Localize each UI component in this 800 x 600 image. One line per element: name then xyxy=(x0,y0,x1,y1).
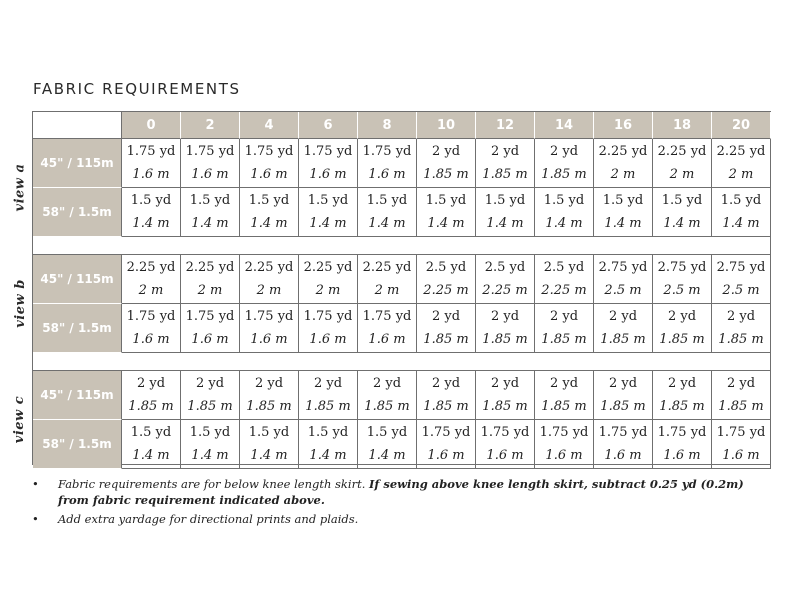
yardage-value: 1.75 yd xyxy=(185,144,235,159)
meter-value: 1.85 m xyxy=(246,399,292,414)
requirement-cell xyxy=(476,304,535,353)
yardage-value: 2 yd xyxy=(490,376,520,391)
fabric-width-label: 45" / 115m xyxy=(33,139,122,188)
meter-value: 2 m xyxy=(315,283,341,298)
requirement-cell xyxy=(594,188,653,237)
fabric-width-label: 58" / 1.5m xyxy=(33,304,122,353)
meter-value: 1.85 m xyxy=(128,399,174,414)
meter-value: 2 m xyxy=(374,283,400,298)
requirement-cell xyxy=(181,188,240,237)
yardage-value: 1.5 yd xyxy=(307,193,349,208)
meter-value: 1.4 m xyxy=(132,448,170,463)
meter-value: 1.4 m xyxy=(486,216,524,231)
yardage-value: 2.75 yd xyxy=(598,260,648,275)
yardage-value: 1.75 yd xyxy=(421,425,471,440)
meter-value: 1.85 m xyxy=(659,399,705,414)
note-below-knee-text: Fabric requirements are for below knee length skirt. xyxy=(58,477,370,491)
meter-value: 2.5 m xyxy=(663,283,701,298)
yardage-value: 2 yd xyxy=(608,309,638,324)
view-label-text: view a xyxy=(12,163,28,211)
yardage-value: 2.5 yd xyxy=(425,260,467,275)
yardage-value: 1.75 yd xyxy=(539,425,589,440)
requirement-cell xyxy=(712,304,771,353)
yardage-value: 1.75 yd xyxy=(480,425,530,440)
requirement-cell xyxy=(122,420,181,469)
meter-value: 2 m xyxy=(669,167,695,182)
yardage-value: 1.75 yd xyxy=(244,309,294,324)
requirement-cell xyxy=(594,420,653,469)
meter-value: 1.4 m xyxy=(309,448,347,463)
yardage-value: 1.75 yd xyxy=(716,425,766,440)
requirement-cell xyxy=(299,188,358,237)
yardage-value: 1.5 yd xyxy=(130,193,172,208)
requirement-cell xyxy=(240,139,299,188)
requirement-cell xyxy=(594,255,653,304)
yardage-value: 2.5 yd xyxy=(484,260,526,275)
requirement-cell xyxy=(299,371,358,420)
requirement-cell xyxy=(181,304,240,353)
yardage-value: 1.5 yd xyxy=(189,425,231,440)
meter-value: 1.6 m xyxy=(368,332,406,347)
requirement-cell xyxy=(240,304,299,353)
yardage-value: 2.25 yd xyxy=(185,260,235,275)
meter-value: 1.4 m xyxy=(604,216,642,231)
meter-value: 1.4 m xyxy=(368,216,406,231)
meter-value: 1.85 m xyxy=(423,332,469,347)
meter-value: 2 m xyxy=(256,283,282,298)
requirement-cell xyxy=(417,188,476,237)
yardage-value: 2 yd xyxy=(490,309,520,324)
note-above-knee-text: If sewing above knee length skirt, subtract 0.25 yd (0.2m) from fabric requirement indicated above. xyxy=(58,477,744,507)
meter-value: 1.6 m xyxy=(132,167,170,182)
yardage-value: 1.75 yd xyxy=(126,309,176,324)
size-header: 0 xyxy=(122,112,181,139)
meter-value: 1.85 m xyxy=(600,332,646,347)
requirement-cell xyxy=(653,139,712,188)
requirement-cell xyxy=(594,304,653,353)
requirement-cell xyxy=(594,371,653,420)
yardage-value: 2 yd xyxy=(490,144,520,159)
requirement-cell xyxy=(653,255,712,304)
requirement-cell xyxy=(358,304,417,353)
yardage-value: 1.5 yd xyxy=(661,193,703,208)
requirement-cell xyxy=(417,371,476,420)
requirement-cell xyxy=(122,188,181,237)
requirement-cell xyxy=(417,139,476,188)
meter-value: 1.4 m xyxy=(309,216,347,231)
requirement-cell xyxy=(712,371,771,420)
yardage-value: 2.25 yd xyxy=(303,260,353,275)
yardage-value: 1.5 yd xyxy=(602,193,644,208)
requirement-cell xyxy=(299,255,358,304)
meter-value: 1.6 m xyxy=(309,167,347,182)
size-header: 18 xyxy=(653,112,712,139)
meter-value: 1.85 m xyxy=(600,399,646,414)
fabric-width-label: 45" / 115m xyxy=(33,371,122,420)
yardage-value: 2 yd xyxy=(608,376,638,391)
requirement-cell xyxy=(712,420,771,469)
meter-value: 1.6 m xyxy=(132,332,170,347)
meter-value: 2 m xyxy=(610,167,636,182)
requirement-cell xyxy=(358,255,417,304)
requirement-cell xyxy=(240,255,299,304)
requirement-cell xyxy=(358,371,417,420)
table-corner xyxy=(33,112,122,139)
size-header: 16 xyxy=(594,112,653,139)
meter-value: 1.4 m xyxy=(722,216,760,231)
requirement-cell xyxy=(299,304,358,353)
yardage-value: 1.75 yd xyxy=(244,144,294,159)
yardage-value: 2 yd xyxy=(549,376,579,391)
yardage-value: 2 yd xyxy=(136,376,166,391)
meter-value: 1.6 m xyxy=(191,332,229,347)
requirement-cell xyxy=(122,255,181,304)
meter-value: 1.85 m xyxy=(423,167,469,182)
yardage-value: 2 yd xyxy=(549,144,579,159)
requirement-cell xyxy=(712,255,771,304)
meter-value: 1.6 m xyxy=(191,167,229,182)
requirement-cell xyxy=(122,139,181,188)
yardage-value: 2 yd xyxy=(431,309,461,324)
yardage-value: 2 yd xyxy=(667,309,697,324)
meter-value: 1.4 m xyxy=(191,216,229,231)
yardage-value: 1.5 yd xyxy=(248,425,290,440)
requirement-cell xyxy=(417,255,476,304)
requirement-cell xyxy=(240,188,299,237)
yardage-value: 1.75 yd xyxy=(362,309,412,324)
requirement-cell xyxy=(712,188,771,237)
yardage-value: 2 yd xyxy=(726,376,756,391)
note-below-knee xyxy=(32,476,772,508)
notes xyxy=(32,476,772,530)
meter-value: 1.85 m xyxy=(718,332,764,347)
requirement-cell xyxy=(122,371,181,420)
yardage-value: 2 yd xyxy=(195,376,225,391)
yardage-value: 1.5 yd xyxy=(366,425,408,440)
meter-value: 1.4 m xyxy=(250,216,288,231)
yardage-value: 1.5 yd xyxy=(130,425,172,440)
yardage-value: 1.5 yd xyxy=(543,193,585,208)
meter-value: 2.25 m xyxy=(423,283,469,298)
yardage-value: 2 yd xyxy=(431,144,461,159)
meter-value: 1.85 m xyxy=(541,399,587,414)
requirement-cell xyxy=(535,304,594,353)
yardage-value: 1.75 yd xyxy=(598,425,648,440)
requirement-cell xyxy=(535,139,594,188)
meter-value: 1.4 m xyxy=(368,448,406,463)
meter-value: 1.4 m xyxy=(427,216,465,231)
meter-value: 1.85 m xyxy=(541,332,587,347)
yardage-value: 2.75 yd xyxy=(716,260,766,275)
yardage-value: 1.75 yd xyxy=(185,309,235,324)
size-header: 14 xyxy=(535,112,594,139)
yardage-value: 1.5 yd xyxy=(484,193,526,208)
requirement-cell xyxy=(299,139,358,188)
meter-value: 1.6 m xyxy=(368,167,406,182)
meter-value: 1.4 m xyxy=(545,216,583,231)
yardage-value: 2.25 yd xyxy=(244,260,294,275)
fabric-requirements-table xyxy=(32,111,771,465)
fabric-width-label: 45" / 115m xyxy=(33,255,122,304)
requirement-cell xyxy=(476,420,535,469)
meter-value: 2.25 m xyxy=(482,283,528,298)
meter-value: 1.6 m xyxy=(545,448,583,463)
requirement-cell xyxy=(476,255,535,304)
view-label xyxy=(8,254,32,352)
meter-value: 1.6 m xyxy=(663,448,701,463)
meter-value: 1.85 m xyxy=(364,399,410,414)
yardage-value: 2.25 yd xyxy=(657,144,707,159)
requirement-cell xyxy=(181,371,240,420)
requirement-cell xyxy=(653,371,712,420)
meter-value: 2 m xyxy=(197,283,223,298)
requirement-cell xyxy=(535,371,594,420)
meter-value: 1.6 m xyxy=(309,332,347,347)
size-header: 2 xyxy=(181,112,240,139)
size-header: 8 xyxy=(358,112,417,139)
meter-value: 1.85 m xyxy=(482,399,528,414)
yardage-value: 1.75 yd xyxy=(657,425,707,440)
requirement-cell xyxy=(476,371,535,420)
yardage-value: 2.25 yd xyxy=(126,260,176,275)
meter-value: 2 m xyxy=(728,167,754,182)
yardage-value: 1.5 yd xyxy=(189,193,231,208)
requirement-cell xyxy=(358,188,417,237)
requirement-cell xyxy=(358,420,417,469)
size-header: 10 xyxy=(417,112,476,139)
view-label xyxy=(8,138,32,236)
requirement-cell xyxy=(476,188,535,237)
meter-value: 1.85 m xyxy=(482,332,528,347)
yardage-value: 1.75 yd xyxy=(126,144,176,159)
requirement-cell xyxy=(299,420,358,469)
meter-value: 1.4 m xyxy=(250,448,288,463)
yardage-value: 2.5 yd xyxy=(543,260,585,275)
requirement-cell xyxy=(476,139,535,188)
meter-value: 1.85 m xyxy=(187,399,233,414)
meter-value: 2.5 m xyxy=(604,283,642,298)
requirement-cell xyxy=(653,304,712,353)
meter-value: 1.85 m xyxy=(541,167,587,182)
yardage-value: 2 yd xyxy=(667,376,697,391)
view-label xyxy=(8,370,32,468)
requirement-cell xyxy=(240,371,299,420)
meter-value: 1.6 m xyxy=(722,448,760,463)
yardage-value: 2 yd xyxy=(372,376,402,391)
bullet: • xyxy=(32,512,39,526)
meter-value: 1.85 m xyxy=(482,167,528,182)
requirement-cell xyxy=(417,304,476,353)
yardage-value: 1.5 yd xyxy=(307,425,349,440)
meter-value: 1.4 m xyxy=(191,448,229,463)
meter-value: 1.6 m xyxy=(427,448,465,463)
meter-value: 1.85 m xyxy=(659,332,705,347)
requirement-cell xyxy=(535,188,594,237)
note-directional-prints xyxy=(32,511,772,527)
view-label-text: view c xyxy=(12,395,28,443)
requirement-cell xyxy=(594,139,653,188)
yardage-value: 2 yd xyxy=(549,309,579,324)
requirement-cell xyxy=(417,420,476,469)
meter-value: 1.85 m xyxy=(718,399,764,414)
meter-value: 1.85 m xyxy=(305,399,351,414)
yardage-value: 2 yd xyxy=(726,309,756,324)
yardage-value: 1.75 yd xyxy=(303,309,353,324)
requirement-cell xyxy=(122,304,181,353)
meter-value: 1.6 m xyxy=(250,167,288,182)
yardage-value: 2.25 yd xyxy=(716,144,766,159)
meter-value: 1.6 m xyxy=(486,448,524,463)
fabric-width-label: 58" / 1.5m xyxy=(33,420,122,469)
requirement-cell xyxy=(181,420,240,469)
size-header: 6 xyxy=(299,112,358,139)
requirement-cell xyxy=(358,139,417,188)
bullet: • xyxy=(32,477,39,491)
yardage-value: 2.25 yd xyxy=(362,260,412,275)
requirement-cell xyxy=(653,420,712,469)
yardage-value: 1.75 yd xyxy=(362,144,412,159)
meter-value: 1.6 m xyxy=(250,332,288,347)
size-header: 12 xyxy=(476,112,535,139)
page-title: FABRIC REQUIREMENTS xyxy=(33,80,241,98)
yardage-value: 1.75 yd xyxy=(303,144,353,159)
meter-value: 2.5 m xyxy=(722,283,760,298)
yardage-value: 1.5 yd xyxy=(248,193,290,208)
section-gap xyxy=(33,237,770,255)
meter-value: 2 m xyxy=(138,283,164,298)
note-directional-prints-text: Add extra yardage for directional prints and plaids. xyxy=(58,512,359,526)
requirement-cell xyxy=(653,188,712,237)
yardage-value: 2.25 yd xyxy=(598,144,648,159)
yardage-value: 2 yd xyxy=(254,376,284,391)
meter-value: 1.85 m xyxy=(423,399,469,414)
requirement-cell xyxy=(240,420,299,469)
yardage-value: 2.75 yd xyxy=(657,260,707,275)
requirement-cell xyxy=(181,255,240,304)
meter-value: 1.4 m xyxy=(132,216,170,231)
requirement-cell xyxy=(535,420,594,469)
size-header: 4 xyxy=(240,112,299,139)
meter-value: 1.6 m xyxy=(604,448,642,463)
view-label-text: view b xyxy=(12,278,28,328)
size-header: 20 xyxy=(712,112,771,139)
yardage-value: 1.5 yd xyxy=(425,193,467,208)
fabric-width-label: 58" / 1.5m xyxy=(33,188,122,237)
meter-value: 2.25 m xyxy=(541,283,587,298)
yardage-value: 2 yd xyxy=(313,376,343,391)
yardage-value: 1.5 yd xyxy=(720,193,762,208)
yardage-value: 2 yd xyxy=(431,376,461,391)
meter-value: 1.4 m xyxy=(663,216,701,231)
requirement-cell xyxy=(712,139,771,188)
requirement-cell xyxy=(535,255,594,304)
section-gap xyxy=(33,353,770,371)
requirement-cell xyxy=(181,139,240,188)
yardage-value: 1.5 yd xyxy=(366,193,408,208)
